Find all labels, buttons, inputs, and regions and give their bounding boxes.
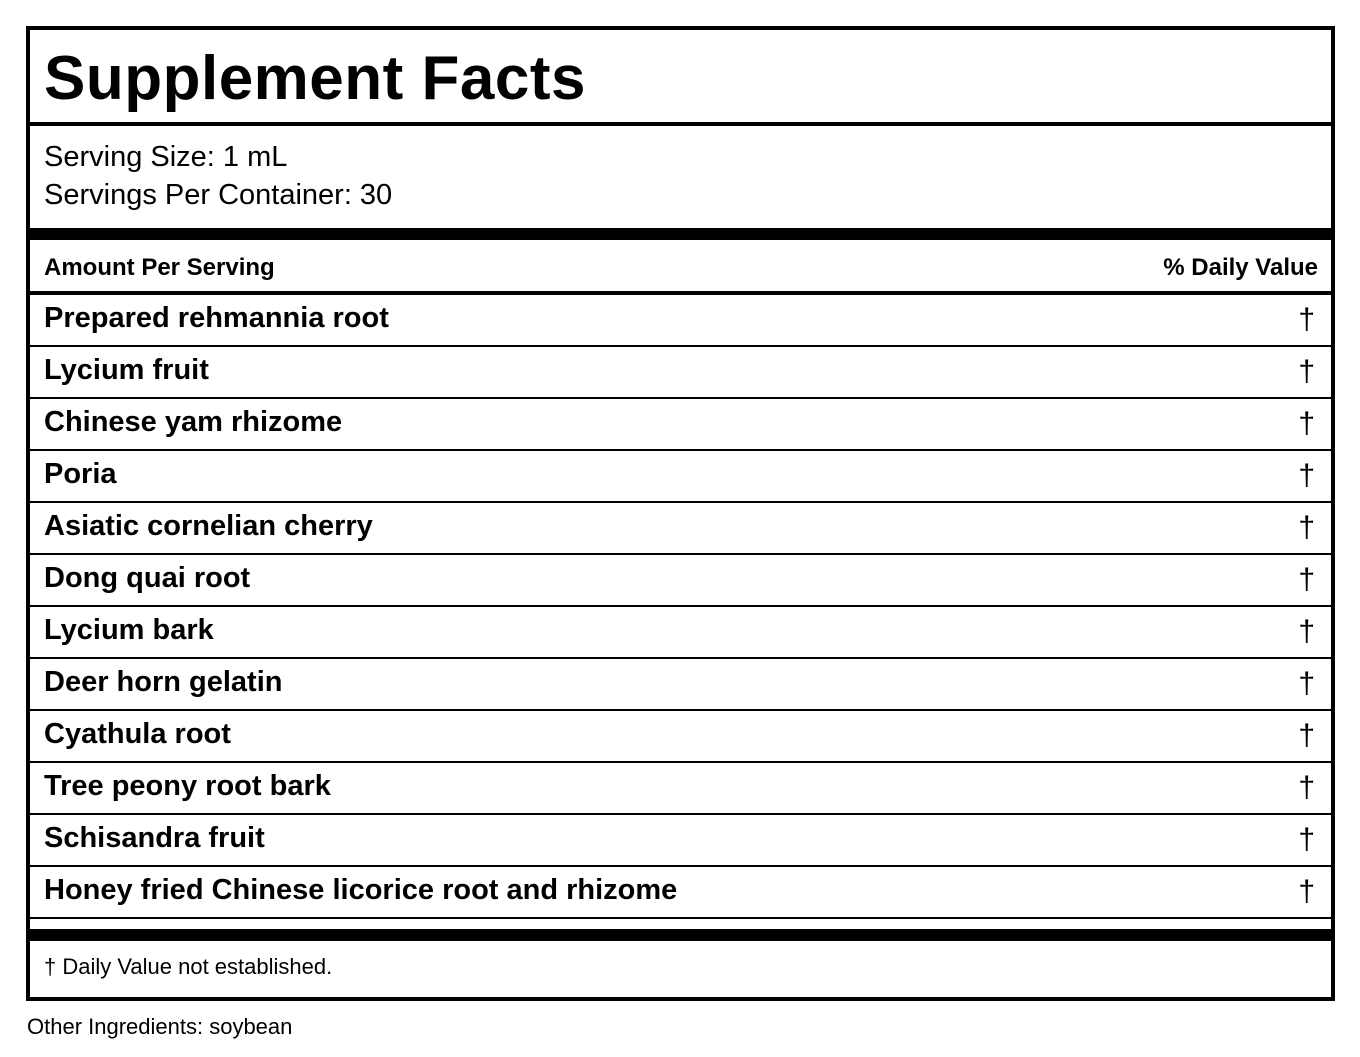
ingredient-name: Chinese yam rhizome: [44, 406, 343, 438]
ingredient-name: Lycium bark: [44, 614, 214, 646]
table-row: [30, 815, 1331, 867]
other-ingredients: Other Ingredients: soybean: [27, 1014, 293, 1039]
daily-value: †: [1298, 355, 1315, 388]
serving-info: [30, 126, 1331, 240]
ingredient-name: Cyathula root: [44, 718, 231, 750]
daily-value: †: [1298, 407, 1315, 440]
table-row: [30, 451, 1331, 503]
title-row: [30, 30, 1331, 126]
label-title: Supplement Facts: [44, 44, 586, 113]
table-row: [30, 607, 1331, 659]
table-row: [30, 867, 1331, 919]
table-row: [30, 711, 1331, 763]
ingredient-name: Prepared rehmannia root: [44, 302, 389, 334]
ingredient-list: [30, 295, 1331, 919]
table-row: [30, 399, 1331, 451]
table-row: [30, 763, 1331, 815]
daily-value: †: [1298, 303, 1315, 336]
table-row: [30, 295, 1331, 347]
ingredient-name: Deer horn gelatin: [44, 666, 283, 698]
ingredient-name: Schisandra fruit: [44, 822, 265, 854]
table-row: [30, 503, 1331, 555]
daily-value: †: [1298, 563, 1315, 596]
daily-value: †: [1298, 615, 1315, 648]
daily-value: †: [1298, 667, 1315, 700]
daily-value: †: [1298, 511, 1315, 544]
ingredient-name: Lycium fruit: [44, 354, 209, 386]
serving-size: Serving Size: 1 mL: [44, 141, 288, 173]
supplement-facts-label: [26, 26, 1335, 1001]
daily-value: †: [1298, 823, 1315, 856]
daily-value: †: [1298, 719, 1315, 752]
daily-value-header: % Daily Value: [1163, 254, 1318, 281]
daily-value: †: [1298, 771, 1315, 804]
daily-value: †: [1298, 875, 1315, 908]
servings-per-container: Servings Per Container: 30: [44, 179, 393, 211]
ingredient-name: Poria: [44, 458, 117, 490]
table-row: [30, 659, 1331, 711]
table-row: [30, 347, 1331, 399]
table-header: [30, 244, 1331, 295]
footnote-row: [30, 945, 1331, 997]
thick-divider: [30, 919, 1331, 941]
ingredient-name: Tree peony root bark: [44, 770, 331, 802]
ingredient-name: Dong quai root: [44, 562, 251, 594]
amount-per-serving-header: Amount Per Serving: [44, 254, 275, 281]
ingredient-name: Asiatic cornelian cherry: [44, 510, 373, 542]
daily-value: †: [1298, 459, 1315, 492]
ingredient-name: Honey fried Chinese licorice root and rhizome: [44, 874, 678, 906]
daily-value-footnote: † Daily Value not established.: [44, 954, 333, 979]
table-row: [30, 555, 1331, 607]
